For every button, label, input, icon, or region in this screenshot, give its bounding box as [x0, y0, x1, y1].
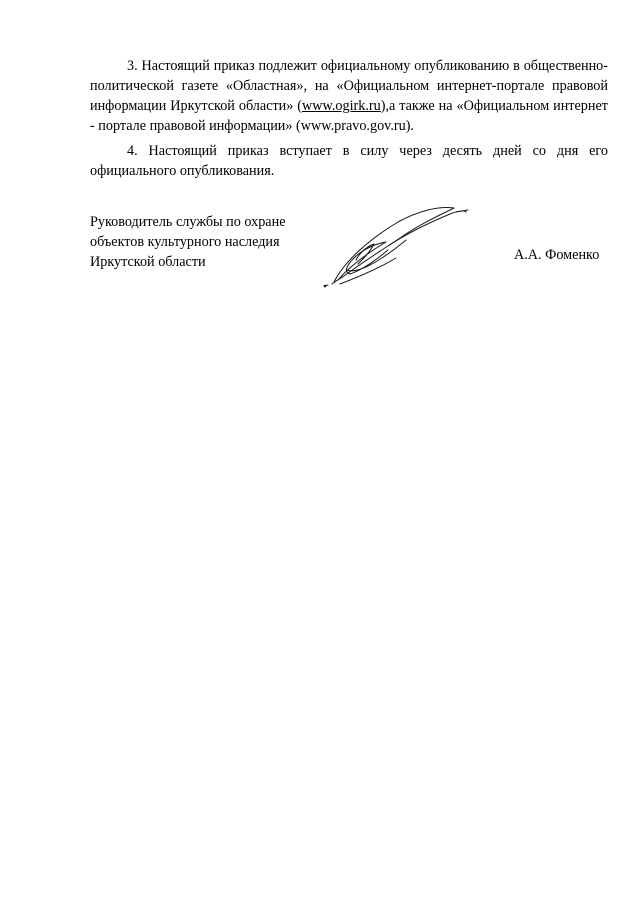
paragraph-publication [90, 56, 608, 136]
paragraph-publication-text: 3. Настоящий приказ подлежит официальному опубликованию в общественно-политической газете «Областная», на «Официальном интернет-портале правовой информации Иркутской области» ( [90, 58, 608, 114]
ogirk-link[interactable]: www.ogirk.ru [302, 98, 381, 114]
paragraph-effective-date: 4. Настоящий приказ вступает в силу через десять дней со дня его официального опубликования. [90, 143, 608, 179]
signatory-title-line-1: Руководитель службы по охране [90, 214, 286, 230]
paragraph-publication-text-end: ),а также на «Официальном интернет - портале правовой информации» (www.pravo.gov.ru). [90, 98, 608, 134]
signatory-title [90, 212, 286, 272]
handwritten-signature [316, 200, 476, 292]
signatory-title-line-2: объектов культурного наследия [90, 234, 280, 250]
signatory-title-line-3: Иркутской области [90, 254, 206, 270]
signatory-name: А.А. Фоменко [514, 247, 600, 263]
